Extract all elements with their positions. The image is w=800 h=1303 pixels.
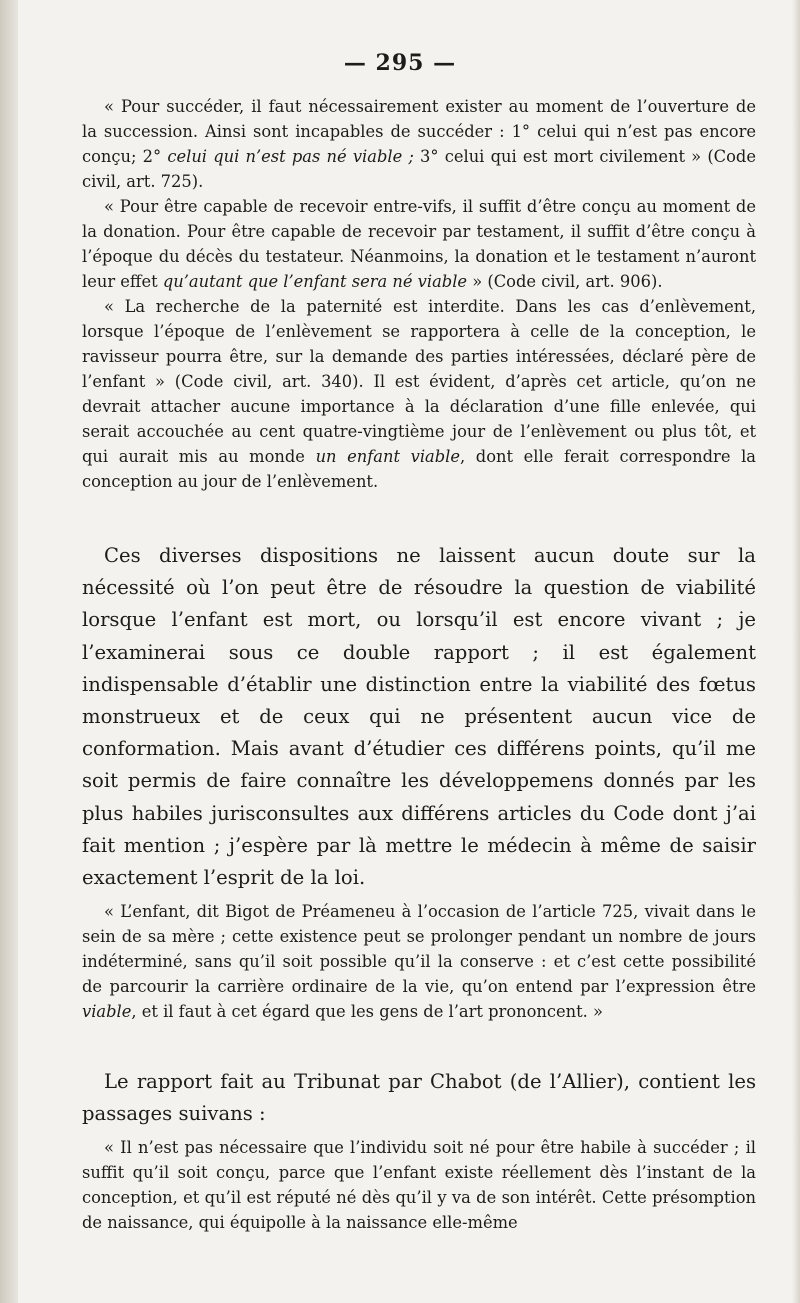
text-run: » (Code civil, art. 906). xyxy=(467,272,663,291)
paragraph-text: Ces diverses dispositions ne laissent aucun doute sur la nécessité où l’on peut être de résoudre la question de viabilité lorsque l’enfant est mort, ou lorsqu’il est encore vivant ; je l’examinerai sous ce double rapport ; il est également indispensable d’établir une distinction entre la viabilité des fœtus monstrueux et de ceux qui ne présentent aucun vice de conformation. Mais avant d’étudier ces différens points, qu’il me soit permis de faire connaître les développemens donnés par les plus habiles jurisconsultes aux différens articles du Code dont j’ai fait mention ; j’espère par là mettre le médecin à même de saisir exactement l’esprit de la loi. xyxy=(82,544,756,890)
page-number: — 295 — xyxy=(343,50,457,76)
text-run: , et il faut à cet égard que les gens de l’art prononcent. » xyxy=(131,1002,603,1021)
bigot-quotation xyxy=(82,899,756,1024)
text-run: « Pour succéder, il faut nécessairement exister au moment de l’ouverture de la succession. Ainsi sont incapables de succéder : 1° celui qui n’est pas encore conçu; 2° xyxy=(82,97,756,166)
page-edge-right xyxy=(792,0,800,1303)
text-run: « L’enfant, dit Bigot de Préameneu à l’occasion de l’article 725, vivait dans le sein de sa mère ; cette existence peut se prolonger pendant un nombre de jours indéterminé, sans qu’il soit possible qu’il la conserve : et c’est cette possibilité de parcourir la carrière ordinaire de la vie, qu’on entend par l’expression être xyxy=(82,902,756,996)
chabot-quotation xyxy=(82,1135,756,1235)
quote-article-340 xyxy=(82,294,756,494)
quote-article-906 xyxy=(82,194,756,294)
page-edge-shadow xyxy=(0,0,18,1303)
author-paragraph xyxy=(82,540,756,894)
text-run: 3° celui qui est mort civilement » (Code civil, art. 725). xyxy=(82,147,756,191)
text-run: « La recherche de la paternité est interdite. Dans les cas d’enlèvement, lorsque l’époque de l’enlèvement se rapportera à celle de la conception, le ravisseur pourra être, sur la demande des parties intéressées, déclaré père de l’enfant » (Code civil, art. 340). Il est évident, d’après cet article, qu’on ne devrait attacher aucune importance à la déclaration d’une fille enlevée, qui serait accouchée au cent quatre-vingtième jour de l’enlèvement ou plus tôt, et qui aurait mis au monde xyxy=(82,297,756,466)
quote-chabot: « Il n’est pas nécessaire que l’individu soit né pour être habile à succéder ; il suffit qu’il soit conçu, parce que l’enfant existe réellement dès l’instant de la conception, et qu’il est réputé né dès qu’il y va de son intérêt. Cette présomption de naissance, qui équipolle à la naissance elle-même xyxy=(82,1138,756,1232)
text-run: , dont elle ferait correspondre la conception au jour de l’enlèvement. xyxy=(82,447,756,491)
italic-phrase: viable xyxy=(82,1002,132,1021)
text-run: « Pour être capable de recevoir entre-vifs, il suffit d’être conçu au moment de la donation. Pour être capable de recevoir par testament, il suffit d’être conçu à l’époque du décès du testateur. Néanmoins, la donation et le testament n’auront leur effet xyxy=(82,197,756,291)
italic-phrase: qu’autant que l’enfant sera né viable xyxy=(162,272,468,291)
italic-phrase: un enfant viable xyxy=(315,447,461,466)
code-quotations xyxy=(82,94,756,494)
chabot-intro xyxy=(82,1066,756,1130)
quote-bigot xyxy=(82,899,756,1024)
paragraph-text: Le rapport fait au Tribunat par Chabot (de l’Allier), contient les passages suivans : xyxy=(82,1070,756,1126)
italic-phrase: celui qui n’est pas né viable ; xyxy=(167,147,414,166)
quote-article-725 xyxy=(82,94,756,194)
